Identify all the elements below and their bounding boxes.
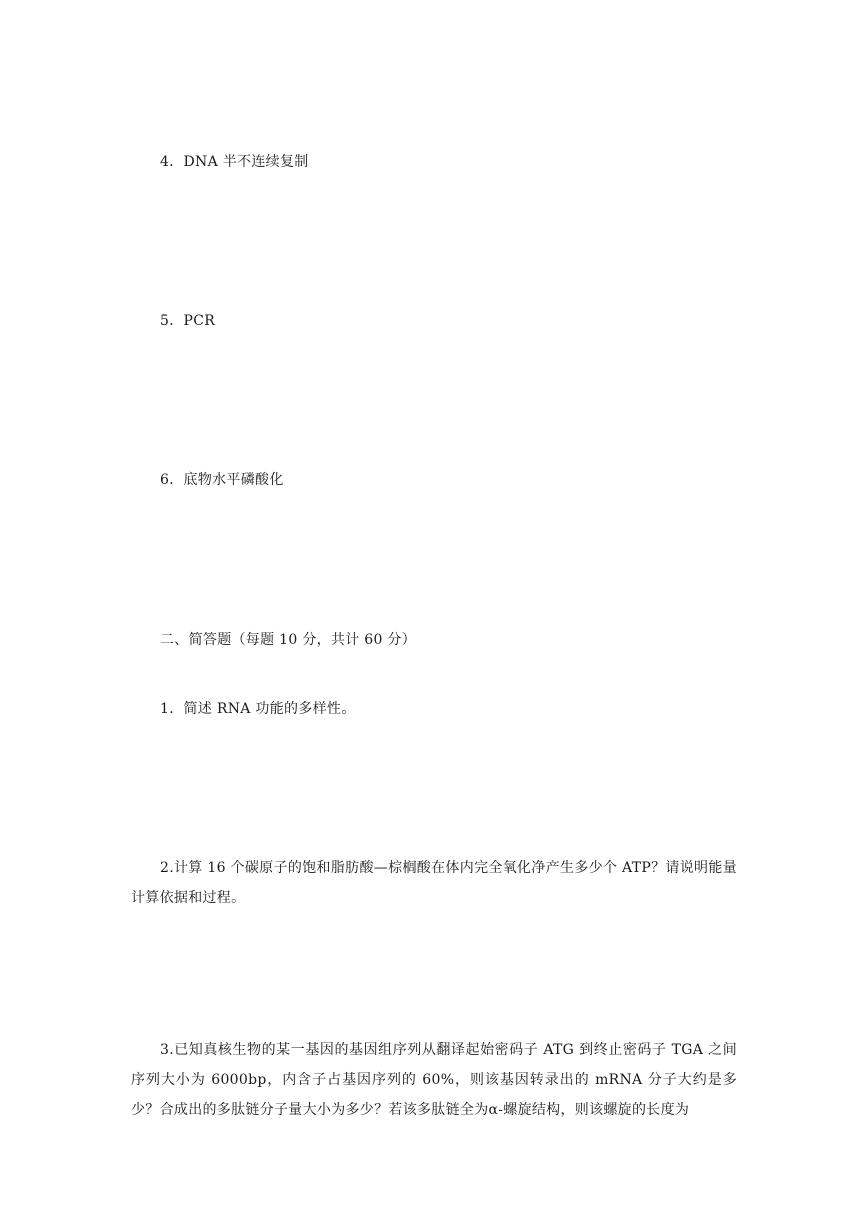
section-heading: 二、简答题（每题 10 分，共计 60 分） <box>160 632 417 648</box>
term-number: 5． <box>160 313 184 329</box>
question-3: 3.已知真核生物的某一基因的基因组序列从翻译起始密码子 ATG 到终止密码子 TGA 之间序列大小为 6000bp，内含子占基因序列的 60%，则该基因转录出的 mRNA 分子大约是多少？合成出的多肽链分子量大小为多少？若该多肽链全为α-螺旋结构，则该螺旋的长度为 <box>131 1042 737 1118</box>
term-text: PCR <box>183 313 216 329</box>
term-number: 6． <box>160 472 184 488</box>
term-item <box>160 470 284 490</box>
term-item <box>160 152 309 172</box>
question-1: 1．简述 RNA 功能的多样性。 <box>160 701 356 717</box>
term-text: DNA 半不连续复制 <box>183 154 309 170</box>
question-2: 2.计算 16 个碳原子的饱和脂肪酸—棕榈酸在体内完全氧化净产生多少个 ATP？请说明能量计算依据和过程。 <box>131 860 737 906</box>
term-number: 4． <box>160 154 184 170</box>
term-item <box>160 311 215 331</box>
term-text: 底物水平磷酸化 <box>183 472 284 488</box>
